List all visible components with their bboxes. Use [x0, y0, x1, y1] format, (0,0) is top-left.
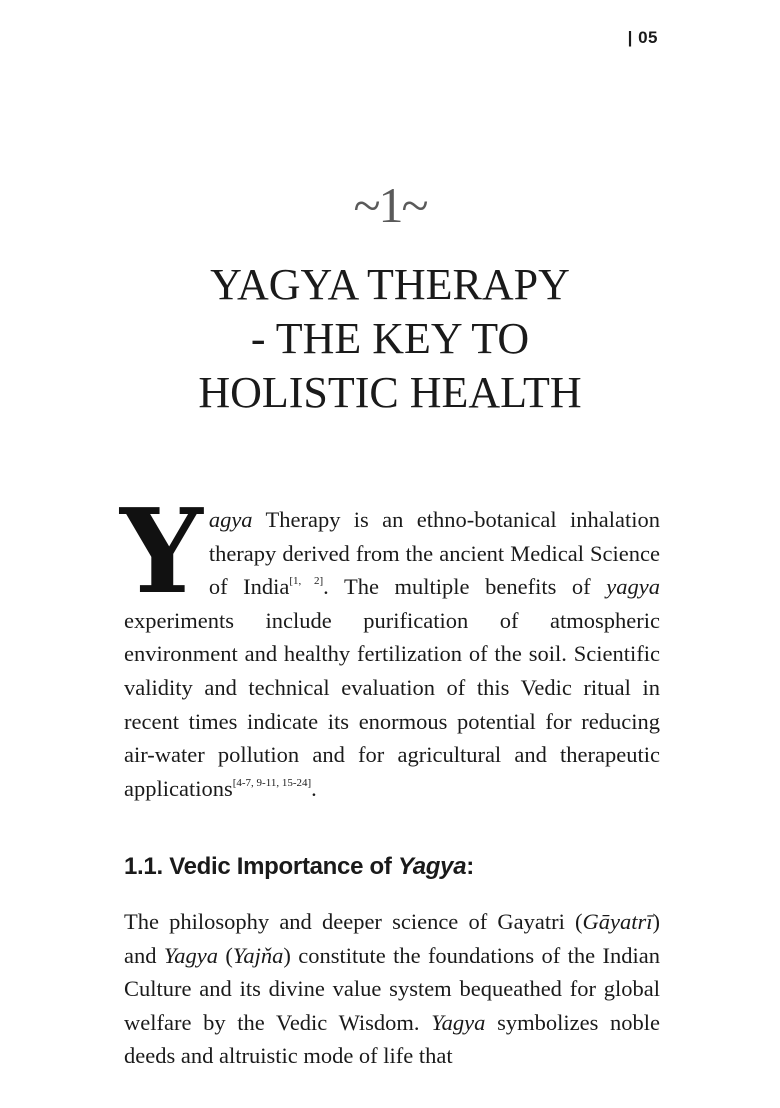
page-number: | 05 — [627, 28, 658, 47]
intro-paragraph — [120, 484, 660, 805]
section-text-d: ) constitute the foundations of the Indian Culture and its divine value system bequeathed for global welfare by the Vedic Wisdom. — [124, 942, 660, 1035]
citation-2: [4-7, 9-11, 15-24] — [232, 776, 312, 789]
chapter-title-line-1: YAGYA THERAPY — [210, 260, 570, 309]
section-text-a: The philosophy and deeper science of Gayatri ( — [124, 909, 583, 934]
term-yagya-tail: agya — [208, 507, 253, 532]
section-heading-term: Yagya — [397, 853, 467, 880]
chapter-title — [0, 258, 780, 420]
chapter-title-line-3: HOLISTIC HEALTH — [198, 368, 582, 417]
term-yagya: yagya — [606, 574, 660, 600]
drop-cap-letter: Y — [120, 484, 203, 620]
section-heading — [124, 853, 474, 881]
chapter-title-line-2: - THE KEY TO — [250, 314, 530, 363]
intro-text-b: . The multiple benefits of — [323, 574, 607, 600]
section-heading-suffix: : — [466, 853, 474, 880]
term-yagya-section: Yagya — [163, 942, 219, 968]
section-text-b: ) and — [124, 909, 660, 968]
section-heading-prefix: 1.1. Vedic Importance of — [124, 853, 398, 880]
intro-text-a: Therapy is an ethno-botanical inhalation therapy derived from the ancient Medical Science of India — [208, 507, 660, 600]
citation-1: [1, 2] — [289, 575, 324, 588]
section-text-e: symbolizes noble deeds and altruistic mode of life that — [124, 1009, 660, 1069]
term-yajna: Yajňa — [232, 942, 284, 968]
intro-text-d: . — [311, 775, 317, 801]
intro-text-c: experiments include purification of atmospheric environment and healthy fertilization of the soil. Scientific validity and technical evaluation of this Vedic ritual in recent times indicate its enormous potential for reducing air-water pollution and for agricultural and therapeutic applications — [124, 607, 660, 801]
section-text-c: ( — [218, 942, 233, 968]
term-gayatri: Gāyatrī — [582, 909, 653, 934]
term-yagya-section-2: Yagya — [431, 1009, 486, 1035]
section-paragraph — [124, 905, 660, 1073]
chapter-number: ~1~ — [353, 177, 427, 233]
